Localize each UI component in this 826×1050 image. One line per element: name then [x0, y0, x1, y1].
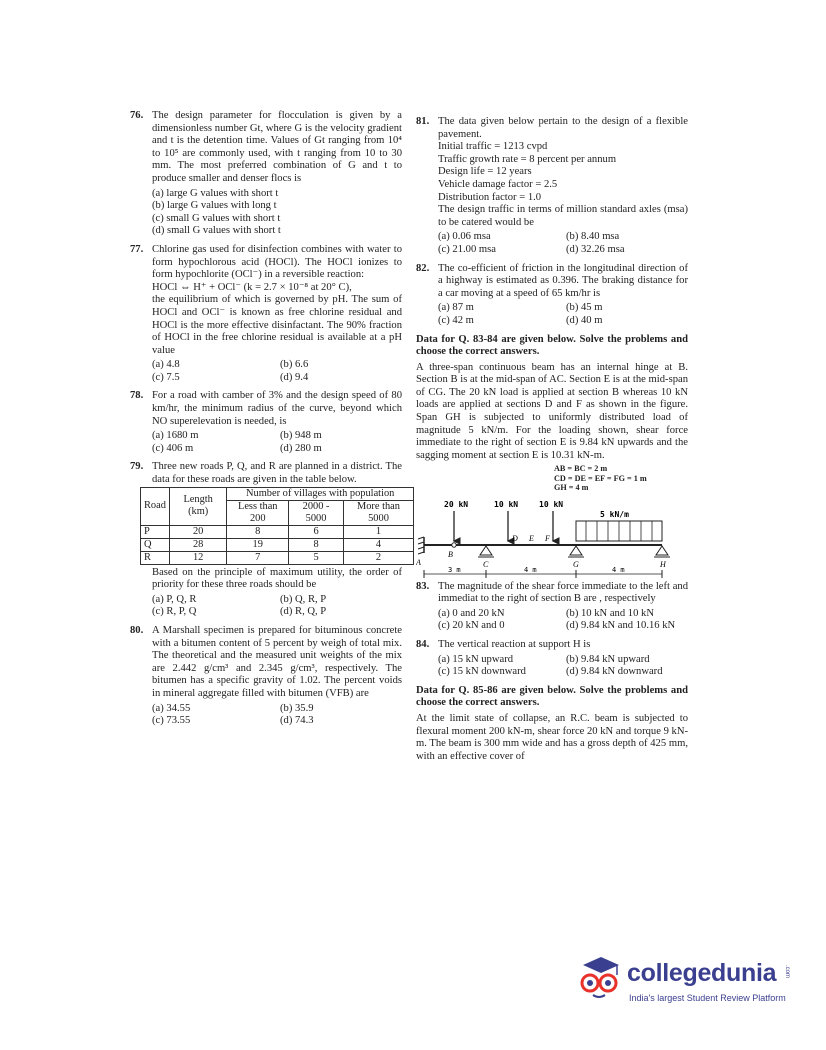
option-a: (a) 1680 m	[152, 430, 199, 442]
question-76	[130, 110, 402, 238]
table-cell: 8	[289, 538, 344, 551]
question-number: 78.	[130, 390, 144, 402]
question-number: 79.	[130, 461, 144, 473]
logo-tagline: India's largest Student Review Platform	[629, 993, 786, 1003]
dimension-line: GH = 4 m	[554, 483, 589, 493]
point-label: A	[416, 557, 421, 567]
table-cell: R	[141, 551, 170, 564]
option-b: (b) 45 m	[566, 302, 603, 314]
question-number: 83.	[416, 580, 430, 592]
question-number: 81.	[416, 116, 430, 127]
options	[438, 654, 688, 679]
question-77	[130, 244, 402, 385]
point-label: B	[448, 549, 453, 559]
data-line: Traffic growth rate = 8 percent per annum	[438, 153, 617, 165]
table-row	[141, 551, 414, 564]
load-label: 20 kN	[444, 499, 469, 509]
villages-table	[140, 487, 414, 565]
equation: HOCl ⇔ H⁺ + OCl⁻ (k = 2.7 × 10⁻⁸ at 20° C),	[152, 281, 352, 293]
data-line: Distribution factor = 1.0	[438, 191, 542, 203]
table-row	[141, 538, 414, 551]
logo-com: .com	[784, 965, 790, 979]
option-a: (a) 34.55	[152, 702, 191, 714]
option-d: (d) 9.4	[280, 371, 309, 383]
logo-name: collegedunia	[627, 959, 777, 987]
left-column	[130, 110, 402, 734]
option-d: (d) 32.26 msa	[566, 243, 625, 255]
point-label: C	[483, 559, 489, 569]
point-label: E	[529, 533, 534, 543]
graduate-glasses-icon	[573, 953, 623, 999]
option-c: (c) 20 kN and 0	[438, 620, 505, 632]
table-subheader: 2000 - 5000	[289, 500, 344, 525]
table-cell: 20	[169, 525, 226, 538]
span-label: 4 m	[524, 565, 537, 574]
options	[438, 608, 688, 633]
option-d: (d) 9.84 kN and 10.16 kN	[566, 620, 676, 632]
options	[152, 703, 402, 728]
options	[152, 359, 402, 384]
question-81	[416, 116, 688, 257]
question-number: 76.	[130, 110, 144, 121]
question-text-continued: Based on the principle of maximum utility, the order of priority for these three roads should be	[152, 566, 402, 591]
question-83	[416, 581, 688, 633]
option-c: (c) R, P, Q	[152, 606, 197, 618]
question-number: 84.	[416, 639, 430, 651]
data-line: Design life = 12 years	[438, 166, 532, 178]
option-b: (b) 10 kN and 10 kN	[566, 607, 654, 619]
question-84	[416, 639, 688, 679]
support-c	[478, 546, 494, 557]
data-header-85-86: Data for Q. 85-86 are given below. Solve the problems and choose the correct answers.	[416, 684, 688, 709]
dimension-line: CD = DE = EF = FG = 1 m	[554, 473, 647, 483]
option-b: (b) 948 m	[280, 430, 322, 442]
question-text: For a road with camber of 3% and the design speed of 80 km/hr, the minimum radius of the curve, beyond which NO superelevation is needed, is	[152, 390, 402, 427]
option-b: (b) 9.84 kN upward	[566, 653, 650, 665]
question-number: 82.	[416, 262, 430, 274]
table-header-length: Length (km)	[169, 487, 226, 525]
load-label: 10 kN	[494, 499, 519, 509]
options	[438, 231, 688, 256]
option-a: (a) P, Q, R	[152, 593, 197, 605]
question-text: The co-efficient of friction in the longitudinal direction of a highway is estimated as 0.396. The braking distance for a car moving at a speed of 65 km/hr is	[438, 262, 688, 299]
options	[152, 188, 402, 238]
internal-hinge-b	[452, 542, 456, 546]
table-cell: 12	[169, 551, 226, 564]
data-line: Initial traffic = 1213 cvpd	[438, 141, 548, 153]
question-text-continued: the equilibrium of which is governed by pH. The sum of HOCl and OCl⁻ is known as free chlorine residual and HOCl is the more effective disinfactant. The 90% fraction of HOCl in the free chlorine residual is available at a pH value	[152, 294, 402, 356]
question-text: A Marshall specimen is prepared for bituminous concrete with a bitumen content of 5 percent by weigh of total mix. The theoretical and the measured unit weights of the mix are 2.442 g/cm³ and 2.345 g/cm³, respectively. The bitumen has a specific gravity of 1.02. The percent voids in mineral aggregate filled with bitumen (VFB) are	[152, 625, 402, 699]
table-row	[141, 525, 414, 538]
option-d: (d) small G values with short t	[152, 225, 281, 237]
point-label: F	[545, 533, 550, 543]
table-header-villages: Number of villages with population	[227, 487, 414, 500]
beam-dimensions	[416, 464, 688, 492]
option-c: (c) small G values with short t	[152, 212, 281, 224]
option-c: (c) 21.00 msa	[438, 243, 496, 255]
fixed-support-a	[418, 537, 424, 554]
question-80	[130, 625, 402, 728]
table-cell: 7	[227, 551, 289, 564]
option-d: (d) 74.3	[280, 715, 314, 727]
question-text: The vertical reaction at support H is	[438, 639, 591, 651]
option-c: (c) 7.5	[152, 371, 180, 383]
option-d: (d) 40 m	[566, 314, 603, 326]
option-a: (a) 0.06 msa	[438, 231, 491, 243]
option-b: (b) 6.6	[280, 359, 309, 371]
right-column	[416, 116, 688, 765]
table-cell: 6	[289, 525, 344, 538]
question-number: 80.	[130, 625, 144, 636]
option-c: (c) 15 kN downward	[438, 666, 526, 678]
data-paragraph-85-86: At the limit state of collapse, an R.C. beam is subjected to flexural moment 200 kN-m, shear force 20 kN and torque 9 kN-m. The beam is 300 mm wide and has a gross depth of 425 mm, with an effective cover of	[416, 713, 688, 762]
option-b: (b) 8.40 msa	[566, 231, 620, 243]
options	[438, 302, 688, 327]
question-82	[416, 263, 688, 328]
data-paragraph-83-84: A three-span continuous beam has an internal hinge at B. Section B is at the mid-span of AC. Section E is at the mid-span of CG. The 20 kN load is applied at section B whereas 10 kN loads are applied at sections D and F as shown in the figure. Span GH is subjected to uniformly distributed load of magnitude 5 kN/m. For the loading shown, shear force immediate to the right of section E is 9.84 kN upwards and the sagging moment at section E is 10.31 kN-m.	[416, 361, 688, 461]
option-d: (d) 9.84 kN downward	[566, 666, 663, 678]
question-text: The data given below pertain to the design of a flexible pavement.	[438, 116, 688, 140]
udl-label: 5 kN/m	[600, 509, 629, 519]
question-number: 77.	[130, 243, 144, 255]
support-h	[654, 546, 670, 557]
option-a: (a) 15 kN upward	[438, 653, 514, 665]
table-cell: 5	[289, 551, 344, 564]
table-cell: 8	[227, 525, 289, 538]
data-header-83-84: Data for Q. 83-84 are given below. Solve the problems and choose the correct answers.	[416, 333, 688, 358]
question-text: The design parameter for flocculation is given by a dimensionless number Gt, where G is the velocity gradient and t is the detention time. Values of Gt ranging from 10⁴ to 10⁵ are commonly used, with t ranging from 10 to 30 mm. The most preferred combination of G and t to produce smaller and denser flocs is	[152, 110, 402, 184]
udl-arrows	[586, 521, 652, 541]
table-header-road: Road	[141, 487, 170, 525]
table-cell: 28	[169, 538, 226, 551]
dimension-line: AB = BC = 2 m	[554, 464, 608, 474]
option-d: (d) 280 m	[280, 442, 322, 454]
option-b: (b) large G values with long t	[152, 200, 277, 212]
table-cell: 2	[344, 551, 414, 564]
question-text: Chlorine gas used for disinfection combines with water to form hypochlorous acid (HOCl). The HOCl ionizes to form hypochlorite (OCl⁻) in a reversible reaction:	[152, 243, 402, 281]
option-d: (d) R, Q, P	[280, 606, 327, 618]
load-label: 10 kN	[539, 499, 564, 509]
options	[152, 430, 402, 455]
question-79	[130, 461, 402, 619]
option-a: (a) 4.8	[152, 359, 180, 371]
option-a: (a) 87 m	[438, 302, 474, 314]
beam-diagram	[416, 497, 688, 579]
option-b: (b) Q, R, P	[280, 593, 327, 605]
question-78	[130, 390, 402, 455]
table-cell: Q	[141, 538, 170, 551]
option-c: (c) 406 m	[152, 442, 194, 454]
option-c: (c) 42 m	[438, 314, 474, 326]
option-a: (a) 0 and 20 kN	[438, 607, 505, 619]
table-subheader: More than 5000	[344, 500, 414, 525]
point-label: D	[512, 533, 518, 543]
question-text-continued: The design traffic in terms of million standard axles (msa) to be catered would be	[438, 204, 688, 228]
point-label: H	[660, 559, 666, 569]
point-label: G	[573, 559, 579, 569]
option-c: (c) 73.55	[152, 715, 191, 727]
table-subheader: Less than 200	[227, 500, 289, 525]
table-cell: 1	[344, 525, 414, 538]
table-cell: P	[141, 525, 170, 538]
option-b: (b) 35.9	[280, 702, 314, 714]
option-a: (a) large G values with short t	[152, 187, 279, 199]
table-cell: 4	[344, 538, 414, 551]
question-text: The magnitude of the shear force immediate to the left and immediat to the right of section B are , respectively	[438, 580, 688, 605]
span-label: 4 m	[612, 565, 625, 574]
question-text: Three new roads P, Q, and R are planned in a district. The data for these roads are given in the table below.	[152, 461, 402, 486]
data-line: Vehicle damage factor = 2.5	[438, 178, 558, 190]
span-label: 3 m	[448, 565, 461, 574]
table-cell: 19	[227, 538, 289, 551]
options	[152, 594, 402, 619]
collegedunia-logo	[573, 951, 803, 1015]
support-g	[568, 546, 584, 557]
